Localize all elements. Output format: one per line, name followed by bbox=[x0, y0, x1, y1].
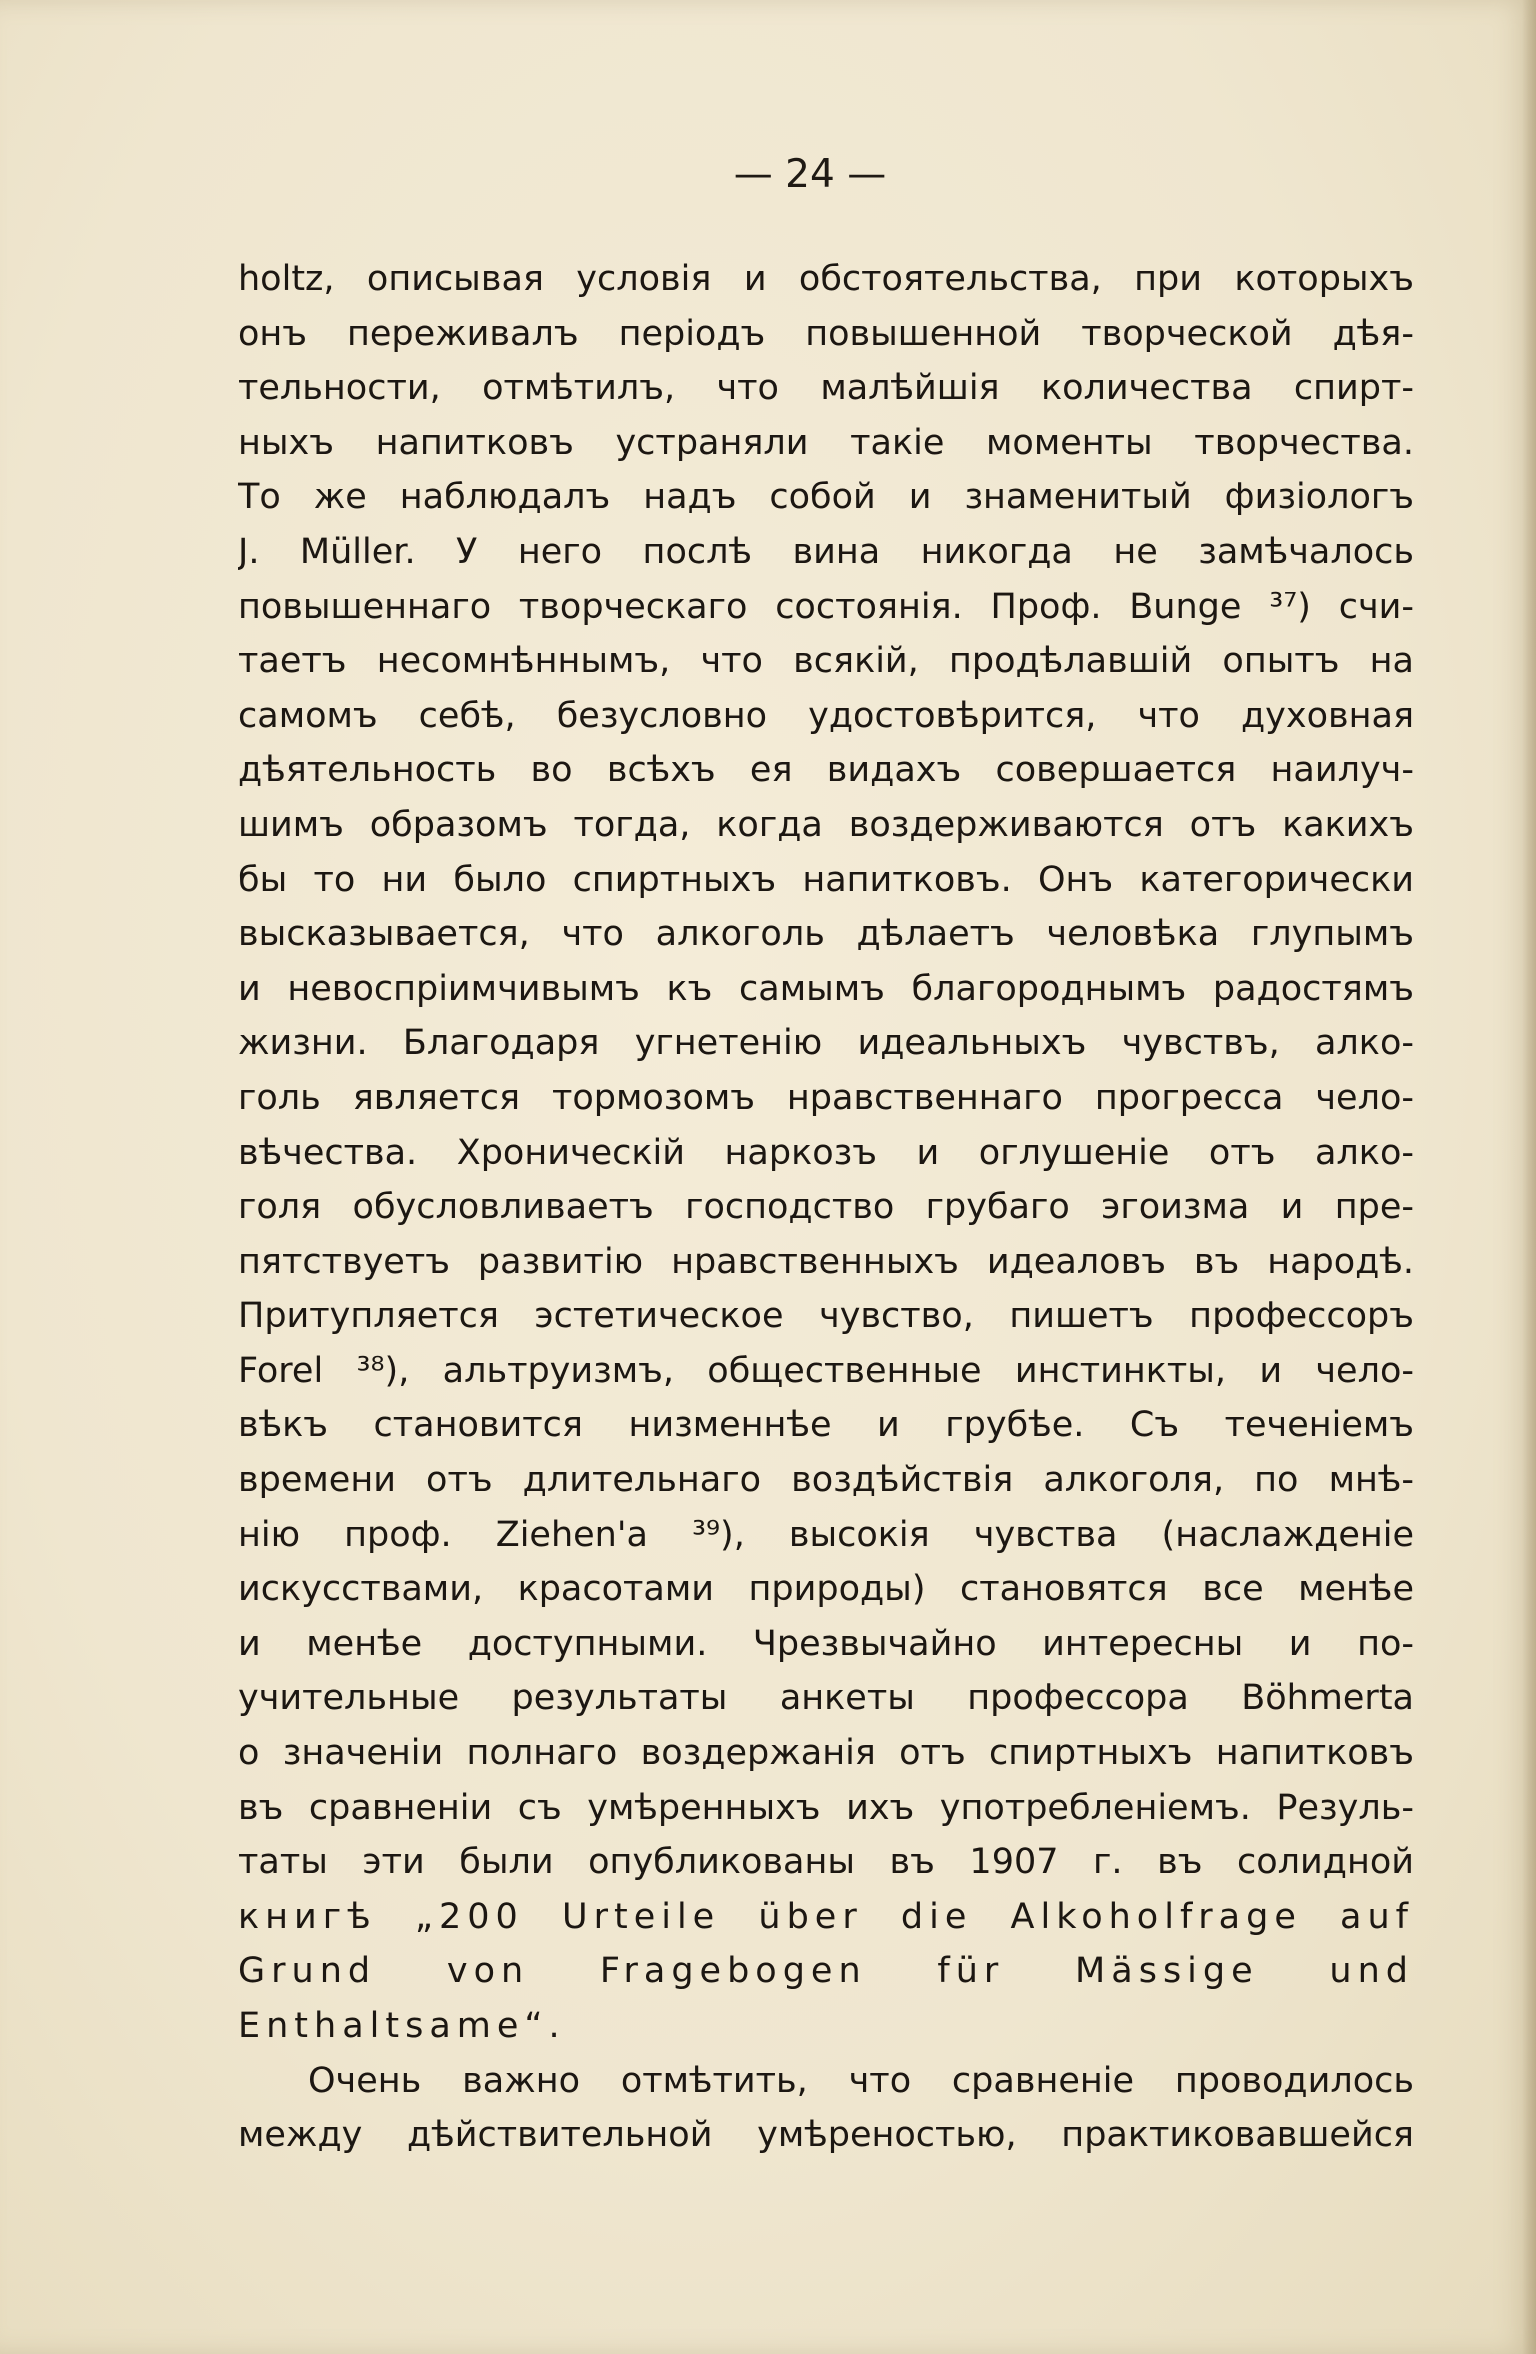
text-line: holtz, описывая условія и обстоятельства, при которыхъ bbox=[238, 259, 1414, 299]
text-line: голя обусловливаетъ господство грубаго эгоизма и пре- bbox=[238, 1187, 1414, 1228]
text-line: о значеніи полнаго воздержанія отъ спиртныхъ напитковъ bbox=[238, 1733, 1414, 1774]
text-line: таетъ несомнѣннымъ, что всякій, продѣлавшій опытъ на bbox=[238, 641, 1414, 682]
page-number: — 24 — bbox=[733, 152, 887, 197]
text-line: между дѣйствительной умѣреностью, практиковавшейся bbox=[238, 2115, 1414, 2156]
text-line: J. Müller. У него послѣ вина никогда не замѣчалось bbox=[238, 531, 1414, 572]
text-line: книгѣ „200 Urteile über die Alkoholfrage auf bbox=[238, 1896, 1414, 1937]
text-line: вѣкъ становится низменнѣе и грубѣе. Съ теченіемъ bbox=[238, 1405, 1414, 1446]
text-line: Enthaltsame“. bbox=[238, 2006, 566, 2046]
page-edge-shadow bbox=[1522, 0, 1536, 2354]
text-line: Grund von Fragebogen für Mässige und bbox=[238, 1951, 1414, 1992]
text-line: Forel ³⁸), альтруизмъ, общественные инстинкты, и чело- bbox=[238, 1350, 1414, 1391]
text-line: нію проф. Ziehen'a ³⁹), высокія чувства (наслажденіе bbox=[238, 1514, 1414, 1555]
text-line: тельности, отмѣтилъ, что малѣйшія количества спирт- bbox=[238, 368, 1414, 409]
text-line: То же наблюдалъ надъ собой и знаменитый физіологъ bbox=[238, 477, 1414, 518]
body-text bbox=[238, 252, 1414, 2163]
text-line: учительные результаты анкеты профессора Böhmerta bbox=[238, 1678, 1414, 1719]
text-line: искусствами, красотами природы) становятся все менѣе bbox=[238, 1569, 1414, 1610]
text-line: и невоспріимчивымъ къ самымъ благороднымъ радостямъ bbox=[238, 968, 1414, 1009]
text-line: дѣятельность во всѣхъ ея видахъ совершается наилуч- bbox=[238, 750, 1414, 791]
text-line: и менѣе доступными. Чрезвычайно интересны и по- bbox=[238, 1623, 1414, 1664]
text-line: самомъ себѣ, безусловно удостовѣрится, что духовная bbox=[238, 695, 1414, 736]
text-line: таты эти были опубликованы въ 1907 г. въ солидной bbox=[238, 1842, 1414, 1883]
text-line: голь является тормозомъ нравственнаго прогресса чело- bbox=[238, 1077, 1414, 1118]
text-line: онъ переживалъ періодъ повышенной творческой дѣя- bbox=[238, 313, 1414, 354]
text-line: пятствуетъ развитію нравственныхъ идеаловъ въ народѣ. bbox=[238, 1241, 1414, 1282]
text-line: времени отъ длительнаго воздѣйствія алкоголя, по мнѣ- bbox=[238, 1460, 1414, 1501]
text-line: ныхъ напитковъ устраняли такіе моменты творчества. bbox=[238, 422, 1414, 463]
text-line: въ сравненіи съ умѣренныхъ ихъ употребленіемъ. Резуль- bbox=[238, 1787, 1414, 1828]
text-line: бы то ни было спиртныхъ напитковъ. Онъ категорически bbox=[238, 859, 1414, 900]
text-line: повышеннаго творческаго состоянія. Проф. Bunge ³⁷) счи- bbox=[238, 586, 1414, 627]
text-line: Очень важно отмѣтить, что сравненіе проводилось bbox=[308, 2060, 1414, 2101]
text-line: Притупляется эстетическое чувство, пишетъ профессоръ bbox=[238, 1296, 1414, 1337]
text-line: вѣчества. Хроническій наркозъ и оглушеніе отъ алко- bbox=[238, 1132, 1414, 1173]
text-line: шимъ образомъ тогда, когда воздерживаются отъ какихъ bbox=[238, 804, 1414, 845]
text-line: высказывается, что алкоголь дѣлаетъ человѣка глупымъ bbox=[238, 914, 1414, 955]
text-line: жизни. Благодаря угнетенію идеальныхъ чувствъ, алко- bbox=[238, 1023, 1414, 1064]
